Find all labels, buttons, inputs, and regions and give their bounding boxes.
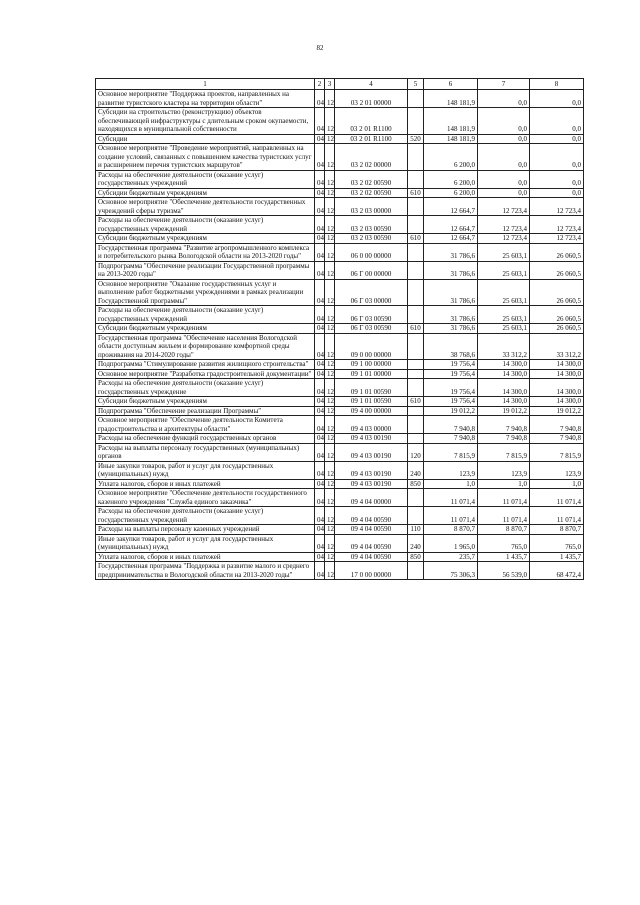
- table-row: [96, 369, 584, 379]
- amount-cell: 12 723,4: [478, 198, 530, 216]
- expense-type-cell: [408, 108, 424, 135]
- section-code-cell: 04: [315, 369, 325, 379]
- amount-cell: 0,0: [530, 188, 584, 198]
- table-row: [96, 507, 584, 525]
- amount-cell: 19 756,4: [424, 379, 478, 397]
- amount-cell: 12 664,7: [424, 216, 478, 234]
- section-code-cell: 04: [315, 552, 325, 562]
- section-code-cell: 04: [315, 170, 325, 188]
- amount-cell: 1 965,0: [424, 534, 478, 552]
- expense-type-cell: [408, 406, 424, 416]
- amount-cell: 14 300,0: [478, 397, 530, 407]
- target-article-cell: 03 2 02 00000: [335, 144, 408, 171]
- amount-cell: 7 815,9: [478, 443, 530, 461]
- subsection-code-cell: 12: [325, 324, 335, 334]
- section-code-cell: 04: [315, 134, 325, 144]
- target-article-cell: 09 4 03 00190: [335, 461, 408, 479]
- column-header: 4: [335, 79, 408, 90]
- target-article-cell: 03 2 01 00000: [335, 90, 408, 108]
- target-article-cell: 09 0 00 00000: [335, 333, 408, 360]
- amount-cell: 25 603,1: [478, 306, 530, 324]
- amount-cell: 19 012,2: [424, 406, 478, 416]
- row-name-cell: Основное мероприятие "Проведение мероприятий, направленных на создание условий, связанных с повышением качества туристских услуг и расширением перечня туристских маршрутов": [96, 144, 315, 171]
- amount-cell: 7 940,8: [424, 416, 478, 434]
- row-name-cell: Расходы на выплаты персоналу казенных учреждений: [96, 525, 315, 535]
- amount-cell: 0,0: [530, 90, 584, 108]
- section-code-cell: 04: [315, 397, 325, 407]
- amount-cell: 14 300,0: [478, 379, 530, 397]
- section-code-cell: 04: [315, 562, 325, 580]
- row-name-cell: Субсидии бюджетным учреждениям: [96, 234, 315, 244]
- row-name-cell: Уплата налогов, сборов и иных платежей: [96, 552, 315, 562]
- amount-cell: 0,0: [530, 108, 584, 135]
- amount-cell: 11 071,4: [530, 489, 584, 507]
- amount-cell: 31 786,6: [424, 324, 478, 334]
- amount-cell: 7 940,8: [478, 416, 530, 434]
- amount-cell: 7 940,8: [478, 434, 530, 444]
- amount-cell: 12 723,4: [530, 216, 584, 234]
- amount-cell: 11 071,4: [478, 489, 530, 507]
- subsection-code-cell: 12: [325, 489, 335, 507]
- target-article-cell: 09 4 04 00590: [335, 534, 408, 552]
- amount-cell: 1,0: [424, 479, 478, 489]
- row-name-cell: Основное мероприятие "Поддержка проектов, направленных на развитие туристского кластера на территории области": [96, 90, 315, 108]
- section-code-cell: 04: [315, 243, 325, 261]
- row-name-cell: Расходы на обеспечение деятельности (оказание услуг) государственных учреждений: [96, 170, 315, 188]
- expense-type-cell: [408, 369, 424, 379]
- section-code-cell: 04: [315, 525, 325, 535]
- amount-cell: 12 723,4: [478, 234, 530, 244]
- amount-cell: 8 870,7: [424, 525, 478, 535]
- amount-cell: 7 940,8: [424, 434, 478, 444]
- amount-cell: 0,0: [478, 188, 530, 198]
- subsection-code-cell: 12: [325, 279, 335, 306]
- expense-type-cell: [408, 170, 424, 188]
- table-body: [96, 90, 584, 580]
- target-article-cell: 03 2 03 00590: [335, 216, 408, 234]
- row-name-cell: Основное мероприятие "Обеспечение деятельности государственных учреждений сферы туризма": [96, 198, 315, 216]
- expense-type-cell: 240: [408, 461, 424, 479]
- section-code-cell: 04: [315, 507, 325, 525]
- amount-cell: 26 060,5: [530, 306, 584, 324]
- amount-cell: 31 786,6: [424, 243, 478, 261]
- amount-cell: 148 181,9: [424, 134, 478, 144]
- amount-cell: 0,0: [478, 90, 530, 108]
- amount-cell: 25 603,1: [478, 261, 530, 279]
- expense-type-cell: [408, 507, 424, 525]
- table-row: [96, 416, 584, 434]
- subsection-code-cell: 12: [325, 333, 335, 360]
- amount-cell: 6 200,0: [424, 170, 478, 188]
- row-name-cell: Субсидии: [96, 134, 315, 144]
- table-row: [96, 198, 584, 216]
- row-name-cell: Государственная программа "Обеспечение населения Вологодской области доступным жильем и формирование комфортной среды проживания на 2014-2020 годы": [96, 333, 315, 360]
- expense-type-cell: [408, 279, 424, 306]
- amount-cell: 26 060,5: [530, 243, 584, 261]
- row-name-cell: Иные закупки товаров, работ и услуг для государственных (муниципальных) нужд: [96, 461, 315, 479]
- subsection-code-cell: 12: [325, 234, 335, 244]
- amount-cell: 0,0: [478, 170, 530, 188]
- row-name-cell: Подпрограмма "Стимулирование развития жилищного строительства": [96, 360, 315, 370]
- amount-cell: 56 539,0: [478, 562, 530, 580]
- table-row: [96, 170, 584, 188]
- amount-cell: 1,0: [478, 479, 530, 489]
- subsection-code-cell: 12: [325, 144, 335, 171]
- section-code-cell: 04: [315, 279, 325, 306]
- row-name-cell: Расходы на обеспечение деятельности (оказание услуг) государственных учреждений: [96, 507, 315, 525]
- amount-cell: 0,0: [530, 144, 584, 171]
- column-header: 8: [530, 79, 584, 90]
- row-name-cell: Субсидии бюджетным учреждениям: [96, 188, 315, 198]
- amount-cell: 31 786,6: [424, 261, 478, 279]
- table-row: [96, 489, 584, 507]
- expense-type-cell: 120: [408, 443, 424, 461]
- section-code-cell: 04: [315, 306, 325, 324]
- row-name-cell: Государственная программа "Поддержка и развитие малого и среднего предпринимательства в Вологодской области на 2013-2020 годы": [96, 562, 315, 580]
- amount-cell: 14 300,0: [478, 369, 530, 379]
- section-code-cell: 04: [315, 489, 325, 507]
- amount-cell: 33 312,2: [530, 333, 584, 360]
- amount-cell: 7 940,8: [530, 434, 584, 444]
- table-row: [96, 144, 584, 171]
- subsection-code-cell: 12: [325, 461, 335, 479]
- target-article-cell: 03 2 01 R1100: [335, 108, 408, 135]
- row-name-cell: Основное мероприятие "Разработка градостроительной документации": [96, 369, 315, 379]
- row-name-cell: Уплата налогов, сборов и иных платежей: [96, 479, 315, 489]
- subsection-code-cell: 12: [325, 369, 335, 379]
- amount-cell: 26 060,5: [530, 261, 584, 279]
- target-article-cell: 09 1 01 00000: [335, 369, 408, 379]
- target-article-cell: 03 2 02 00590: [335, 170, 408, 188]
- subsection-code-cell: 12: [325, 261, 335, 279]
- section-code-cell: 04: [315, 461, 325, 479]
- row-name-cell: Подпрограмма "Обеспечение реализации Государственной программы на 2013-2020 годы": [96, 261, 315, 279]
- amount-cell: 1 435,7: [530, 552, 584, 562]
- amount-cell: 12 723,4: [530, 198, 584, 216]
- expense-type-cell: [408, 261, 424, 279]
- subsection-code-cell: 12: [325, 507, 335, 525]
- table-row: [96, 279, 584, 306]
- table-row: [96, 479, 584, 489]
- subsection-code-cell: 12: [325, 170, 335, 188]
- subsection-code-cell: 12: [325, 188, 335, 198]
- section-code-cell: 04: [315, 144, 325, 171]
- amount-cell: 14 300,0: [530, 360, 584, 370]
- table-row: [96, 443, 584, 461]
- table-row: [96, 333, 584, 360]
- column-header: 5: [408, 79, 424, 90]
- amount-cell: 38 768,6: [424, 333, 478, 360]
- amount-cell: 1,0: [530, 479, 584, 489]
- amount-cell: 25 603,1: [478, 279, 530, 306]
- row-name-cell: Расходы на обеспечение деятельности (оказание услуг) государственных учреждений: [96, 306, 315, 324]
- target-article-cell: 06 Г 03 00590: [335, 324, 408, 334]
- amount-cell: 0,0: [530, 170, 584, 188]
- expense-type-cell: 240: [408, 534, 424, 552]
- subsection-code-cell: 12: [325, 562, 335, 580]
- expense-type-cell: 110: [408, 525, 424, 535]
- table-row: [96, 108, 584, 135]
- row-name-cell: Расходы на обеспечение деятельности (оказание услуг) государственных учреждение: [96, 379, 315, 397]
- subsection-code-cell: 12: [325, 243, 335, 261]
- amount-cell: 6 200,0: [424, 188, 478, 198]
- target-article-cell: 09 1 01 00590: [335, 379, 408, 397]
- row-name-cell: Основное мероприятие "Оказание государственных услуг и выполнение работ бюджетными учреждениями в рамках реализации Государственной программы": [96, 279, 315, 306]
- row-name-cell: Иные закупки товаров, работ и услуг для государственных (муниципальных) нужд: [96, 534, 315, 552]
- amount-cell: 75 306,3: [424, 562, 478, 580]
- amount-cell: 7 940,8: [530, 416, 584, 434]
- amount-cell: 19 012,2: [530, 406, 584, 416]
- expense-type-cell: 610: [408, 234, 424, 244]
- expense-type-cell: [408, 216, 424, 234]
- amount-cell: 31 786,6: [424, 306, 478, 324]
- subsection-code-cell: 12: [325, 306, 335, 324]
- expense-type-cell: [408, 243, 424, 261]
- section-code-cell: 04: [315, 333, 325, 360]
- subsection-code-cell: 12: [325, 108, 335, 135]
- table-row: [96, 461, 584, 479]
- amount-cell: 0,0: [478, 144, 530, 171]
- subsection-code-cell: 12: [325, 534, 335, 552]
- row-name-cell: Субсидии на строительство (реконструкцию) объектов обеспечивающей инфраструктуры с длительным сроком окупаемости, находящихся в муниципальной собственности: [96, 108, 315, 135]
- column-header: 6: [424, 79, 478, 90]
- column-header: 3: [325, 79, 335, 90]
- subsection-code-cell: 12: [325, 397, 335, 407]
- amount-cell: 0,0: [530, 134, 584, 144]
- amount-cell: 765,0: [478, 534, 530, 552]
- subsection-code-cell: 12: [325, 134, 335, 144]
- subsection-code-cell: 12: [325, 416, 335, 434]
- subsection-code-cell: 12: [325, 379, 335, 397]
- table-row: [96, 534, 584, 552]
- table-row: [96, 234, 584, 244]
- section-code-cell: 04: [315, 324, 325, 334]
- target-article-cell: 09 4 04 00590: [335, 507, 408, 525]
- amount-cell: 26 060,5: [530, 279, 584, 306]
- row-name-cell: Субсидии бюджетным учреждениям: [96, 397, 315, 407]
- target-article-cell: 06 Г 00 00000: [335, 261, 408, 279]
- amount-cell: 14 300,0: [530, 369, 584, 379]
- amount-cell: 8 870,7: [478, 525, 530, 535]
- amount-cell: 11 071,4: [424, 507, 478, 525]
- amount-cell: 0,0: [478, 108, 530, 135]
- table-row: [96, 134, 584, 144]
- table-row: [96, 562, 584, 580]
- amount-cell: 26 060,5: [530, 324, 584, 334]
- amount-cell: 25 603,1: [478, 243, 530, 261]
- amount-cell: 11 071,4: [478, 507, 530, 525]
- section-code-cell: 04: [315, 216, 325, 234]
- amount-cell: 123,9: [478, 461, 530, 479]
- target-article-cell: 03 2 02 00590: [335, 188, 408, 198]
- target-article-cell: 03 2 03 00000: [335, 198, 408, 216]
- table-row: [96, 552, 584, 562]
- subsection-code-cell: 12: [325, 90, 335, 108]
- amount-cell: 8 870,7: [530, 525, 584, 535]
- amount-cell: 123,9: [424, 461, 478, 479]
- section-code-cell: 04: [315, 90, 325, 108]
- amount-cell: 68 472,4: [530, 562, 584, 580]
- section-code-cell: 04: [315, 360, 325, 370]
- amount-cell: 14 300,0: [530, 397, 584, 407]
- subsection-code-cell: 12: [325, 443, 335, 461]
- expense-type-cell: [408, 379, 424, 397]
- amount-cell: 19 756,4: [424, 360, 478, 370]
- expense-type-cell: [408, 306, 424, 324]
- table-row: [96, 90, 584, 108]
- expense-type-cell: [408, 144, 424, 171]
- target-article-cell: 17 0 00 00000: [335, 562, 408, 580]
- expense-type-cell: [408, 434, 424, 444]
- column-header: 2: [315, 79, 325, 90]
- target-article-cell: 09 4 00 00000: [335, 406, 408, 416]
- target-article-cell: 09 4 04 00590: [335, 552, 408, 562]
- amount-cell: 31 786,6: [424, 279, 478, 306]
- expense-type-cell: [408, 198, 424, 216]
- amount-cell: 6 200,0: [424, 144, 478, 171]
- section-code-cell: 04: [315, 443, 325, 461]
- subsection-code-cell: 12: [325, 198, 335, 216]
- table-row: [96, 406, 584, 416]
- amount-cell: 25 603,1: [478, 324, 530, 334]
- row-name-cell: Расходы на выплаты персоналу государственных (муниципальных) органов: [96, 443, 315, 461]
- subsection-code-cell: 12: [325, 525, 335, 535]
- expense-type-cell: [408, 333, 424, 360]
- column-header: 7: [478, 79, 530, 90]
- amount-cell: 14 300,0: [478, 360, 530, 370]
- section-code-cell: 04: [315, 534, 325, 552]
- subsection-code-cell: 12: [325, 552, 335, 562]
- amount-cell: 765,0: [530, 534, 584, 552]
- target-article-cell: 09 4 03 00190: [335, 434, 408, 444]
- expense-type-cell: 520: [408, 134, 424, 144]
- amount-cell: 148 181,9: [424, 90, 478, 108]
- table-row: [96, 360, 584, 370]
- amount-cell: 33 312,2: [478, 333, 530, 360]
- amount-cell: 12 664,7: [424, 234, 478, 244]
- row-name-cell: Субсидии бюджетным учреждениям: [96, 324, 315, 334]
- table-row: [96, 379, 584, 397]
- target-article-cell: 09 1 00 00000: [335, 360, 408, 370]
- section-code-cell: 04: [315, 198, 325, 216]
- row-name-cell: Подпрограмма "Обеспечение реализации Программы": [96, 406, 315, 416]
- amount-cell: 0,0: [478, 134, 530, 144]
- amount-cell: 19 756,4: [424, 397, 478, 407]
- table-row: [96, 261, 584, 279]
- target-article-cell: 09 4 04 00000: [335, 489, 408, 507]
- table-row: [96, 324, 584, 334]
- amount-cell: 235,7: [424, 552, 478, 562]
- subsection-code-cell: 12: [325, 434, 335, 444]
- row-name-cell: Расходы на обеспечение функций государственных органов: [96, 434, 315, 444]
- table-row: [96, 434, 584, 444]
- amount-cell: 19 012,2: [478, 406, 530, 416]
- amount-cell: 123,9: [530, 461, 584, 479]
- section-code-cell: 04: [315, 379, 325, 397]
- target-article-cell: 09 4 03 00190: [335, 443, 408, 461]
- target-article-cell: 03 2 01 R1100: [335, 134, 408, 144]
- section-code-cell: 04: [315, 406, 325, 416]
- expense-type-cell: 610: [408, 324, 424, 334]
- table-row: [96, 306, 584, 324]
- section-code-cell: 04: [315, 234, 325, 244]
- target-article-cell: 03 2 03 00590: [335, 234, 408, 244]
- table-header-row: [96, 79, 584, 90]
- subsection-code-cell: 12: [325, 360, 335, 370]
- row-name-cell: Государственная программа "Развитие агропромышленного комплекса и потребительского рынка Вологодской области на 2013-2020 годы": [96, 243, 315, 261]
- amount-cell: 7 815,9: [424, 443, 478, 461]
- amount-cell: 7 815,9: [530, 443, 584, 461]
- table-row: [96, 525, 584, 535]
- subsection-code-cell: 12: [325, 216, 335, 234]
- target-article-cell: 09 4 03 00190: [335, 479, 408, 489]
- row-name-cell: Основное мероприятие "Обеспечение деятельности государственного казенного учреждения "Служба единого заказчика": [96, 489, 315, 507]
- expense-type-cell: [408, 562, 424, 580]
- table-row: [96, 188, 584, 198]
- budget-table: [95, 78, 584, 580]
- section-code-cell: 04: [315, 188, 325, 198]
- amount-cell: 19 756,4: [424, 369, 478, 379]
- target-article-cell: 06 Г 03 00000: [335, 279, 408, 306]
- expense-type-cell: 850: [408, 479, 424, 489]
- expense-type-cell: [408, 90, 424, 108]
- expense-type-cell: [408, 360, 424, 370]
- amount-cell: 12 723,4: [530, 234, 584, 244]
- section-code-cell: 04: [315, 434, 325, 444]
- amount-cell: 1 435,7: [478, 552, 530, 562]
- table-row: [96, 397, 584, 407]
- target-article-cell: 06 0 00 00000: [335, 243, 408, 261]
- page-number: 82: [316, 44, 324, 52]
- amount-cell: 12 723,4: [478, 216, 530, 234]
- target-article-cell: 06 Г 03 00590: [335, 306, 408, 324]
- section-code-cell: 04: [315, 416, 325, 434]
- table-row: [96, 216, 584, 234]
- amount-cell: 11 071,4: [530, 507, 584, 525]
- section-code-cell: 04: [315, 261, 325, 279]
- amount-cell: 14 300,0: [530, 379, 584, 397]
- section-code-cell: 04: [315, 108, 325, 135]
- column-header: 1: [96, 79, 315, 90]
- row-name-cell: Основное мероприятие "Обеспечение деятельности Комитета градостроительства и архитектуры области": [96, 416, 315, 434]
- amount-cell: 11 071,4: [424, 489, 478, 507]
- amount-cell: 148 181,9: [424, 108, 478, 135]
- target-article-cell: 09 4 04 00590: [335, 525, 408, 535]
- row-name-cell: Расходы на обеспечение деятельности (оказание услуг) государственных учреждений: [96, 216, 315, 234]
- subsection-code-cell: 12: [325, 406, 335, 416]
- expense-type-cell: 850: [408, 552, 424, 562]
- table-row: [96, 243, 584, 261]
- target-article-cell: 09 4 03 00000: [335, 416, 408, 434]
- expense-type-cell: 610: [408, 397, 424, 407]
- expense-type-cell: [408, 489, 424, 507]
- section-code-cell: 04: [315, 479, 325, 489]
- expense-type-cell: [408, 416, 424, 434]
- target-article-cell: 09 1 01 00590: [335, 397, 408, 407]
- subsection-code-cell: 12: [325, 479, 335, 489]
- expense-type-cell: 610: [408, 188, 424, 198]
- amount-cell: 12 664,7: [424, 198, 478, 216]
